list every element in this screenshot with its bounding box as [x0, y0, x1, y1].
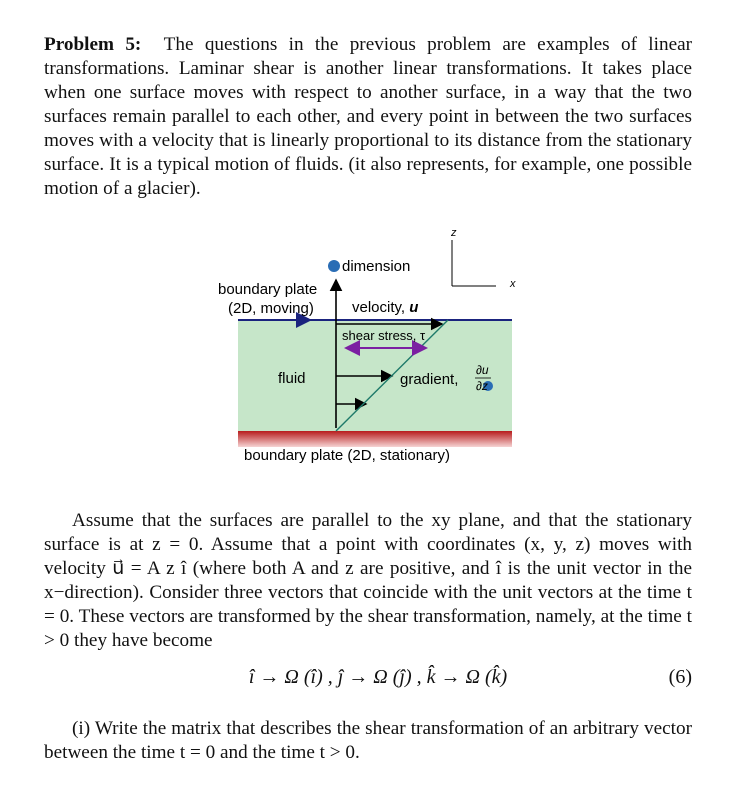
question-paragraph: [44, 717, 692, 765]
moving-plate-label-sub: (2D, moving): [228, 300, 314, 317]
gradient-denominator: ∂z: [476, 379, 488, 393]
assume-paragraph: [44, 509, 692, 653]
equation-number: (6): [668, 666, 692, 688]
dimension-label: dimension: [342, 258, 411, 275]
problem-paragraph: [44, 33, 692, 201]
dimension-dot: [328, 260, 340, 272]
fluid-label: fluid: [278, 370, 306, 387]
velocity-label: velocity, u: [352, 299, 419, 316]
stationary-plate-label: boundary plate (2D, stationary): [244, 447, 450, 464]
equation-body: î → Ω (î) , ĵ → Ω (ĵ) , k̂ → Ω (k̂): [248, 666, 508, 688]
axis-x-label: x: [510, 278, 516, 290]
moving-plate-label: boundary plate: [218, 281, 318, 298]
equation-6: [0, 658, 756, 698]
question-text: (i) Write the matrix that describes the shear transformation of an arbitrary vector between the time t = 0 and the time t > 0.: [44, 718, 692, 763]
shear-figure: [0, 220, 756, 480]
axis-z-label: z: [451, 227, 457, 239]
problem-label: Problem 5:: [44, 34, 142, 55]
shear-stress-label: shear stress, τ: [342, 328, 426, 343]
assume-text: Assume that the surfaces are parallel to the xy plane, and that the stationary surface is at z = 0. Assume that a point with coordinates (x, y, z) moves with velocity u⃗ = A z î (where both A and z are positive, and î is the unit vector in the x−direction). Consider three vectors that coincide with the unit vectors at the time t = 0. These vectors are transformed by the shear transformation, namely, at the time t > 0 they have become: [44, 510, 692, 651]
problem-text: The questions in the previous problem are examples of linear transformations. Laminar shear is another linear transformations. It takes place when one surface moves with respect to another surface, in a way that the two surfaces remain parallel to each other, and every point in between the two surfaces moves with a velocity that is linearly proportional to its distance from the stationary surface. It is a typical motion of fluids. (it also represents, for example, one possible motion of a glacier).: [44, 34, 692, 199]
gradient-label: gradient,: [400, 371, 459, 388]
stationary-plate: [238, 431, 512, 447]
gradient-numerator: ∂u: [476, 363, 489, 377]
